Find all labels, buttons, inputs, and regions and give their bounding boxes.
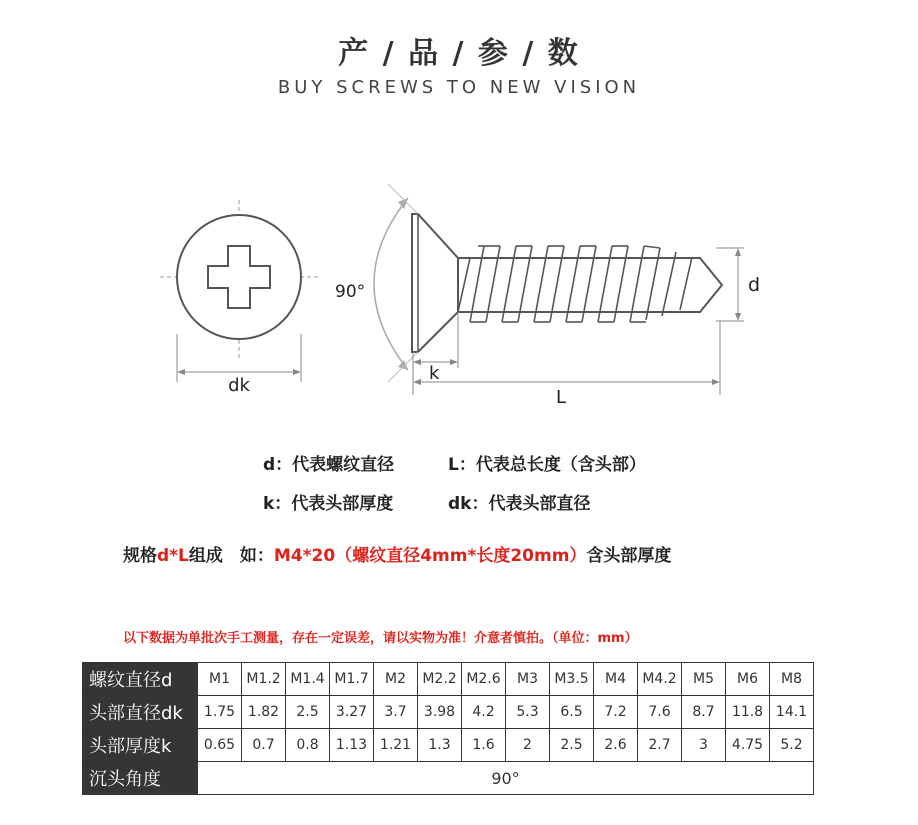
- table-cell: 1.75: [198, 696, 242, 729]
- table-cell: 0.65: [198, 729, 242, 762]
- table-cell: 6.5: [550, 696, 594, 729]
- spec-example: M4*20（螺纹直径4mm*长度20mm）: [273, 546, 587, 566]
- table-cell: M1: [198, 663, 242, 696]
- table-cell: 1.13: [330, 729, 374, 762]
- table-cell: M1.4: [286, 663, 330, 696]
- table-cell: M6: [726, 663, 770, 696]
- spec-suffix: 含头部厚度: [586, 546, 672, 566]
- table-cell: 7.2: [594, 696, 638, 729]
- table-cell: 3.27: [330, 696, 374, 729]
- table-cell: 4.75: [726, 729, 770, 762]
- row-header: 沉头角度: [83, 762, 198, 795]
- table-cell: M3.5: [550, 663, 594, 696]
- table-cell: 1.21: [374, 729, 418, 762]
- table-cell: 3.98: [418, 696, 462, 729]
- table-cell: 1.6: [462, 729, 506, 762]
- dk-label: dk: [228, 375, 250, 396]
- table-cell: M2.6: [462, 663, 506, 696]
- table-cell: M1.2: [242, 663, 286, 696]
- table-cell: 2.5: [550, 729, 594, 762]
- page-subtitle: BUY SCREWS TO NEW VISION: [277, 77, 641, 98]
- angle-label: 90°: [335, 282, 366, 302]
- legend-dk: dk：代表头部直径: [448, 494, 591, 514]
- screw-side-view: [335, 184, 760, 408]
- table-cell: 3: [682, 729, 726, 762]
- k-label: k: [429, 363, 440, 384]
- legend-d: d：代表螺纹直径: [263, 455, 395, 475]
- table-cell: M8: [770, 663, 814, 696]
- legend-k: k：代表头部厚度: [263, 494, 394, 514]
- table-cell: 8.7: [682, 696, 726, 729]
- table-cell: M4: [594, 663, 638, 696]
- table-cell: M5: [682, 663, 726, 696]
- table-row: [83, 663, 814, 696]
- L-label: L: [556, 387, 567, 408]
- measurement-note: 以下数据为单批次手工测量，存在一定误差，请以实物为准！介意者慎拍。（单位：mm）: [123, 631, 638, 646]
- table-cell: 5.3: [506, 696, 550, 729]
- table-cell: 11.8: [726, 696, 770, 729]
- row-header: 螺纹直径d: [83, 663, 198, 696]
- table-cell: 14.1: [770, 696, 814, 729]
- angle-value-cell: 90°: [198, 762, 814, 795]
- table-cell: M4.2: [638, 663, 682, 696]
- table-cell: 0.7: [242, 729, 286, 762]
- table-cell: 2.5: [286, 696, 330, 729]
- table-cell: 2: [506, 729, 550, 762]
- table-cell: 3.7: [374, 696, 418, 729]
- table-cell: M3: [506, 663, 550, 696]
- row-header: 头部厚度k: [83, 729, 198, 762]
- head-top-view: [160, 200, 318, 396]
- spec-formula: d*L: [157, 546, 189, 566]
- table-cell: 7.6: [638, 696, 682, 729]
- table-cell: M2.2: [418, 663, 462, 696]
- table-cell: 2.6: [594, 729, 638, 762]
- legend-L: L：代表总长度（含头部）: [448, 455, 646, 475]
- row-header: 头部直径dk: [83, 696, 198, 729]
- table-row: [83, 729, 814, 762]
- spec-line: [123, 541, 671, 566]
- table-row: [83, 696, 814, 729]
- table-row: [83, 762, 814, 795]
- spec-mid: 组成 如：: [188, 546, 274, 566]
- page-title: 产 / 品 / 参 / 数: [338, 36, 580, 71]
- table-cell: M1.7: [330, 663, 374, 696]
- table-cell: M2: [374, 663, 418, 696]
- table-cell: 2.7: [638, 729, 682, 762]
- spec-prefix: 规格: [123, 546, 157, 566]
- table-cell: 1.82: [242, 696, 286, 729]
- table-cell: 4.2: [462, 696, 506, 729]
- d-label: d: [748, 274, 761, 296]
- table-cell: 0.8: [286, 729, 330, 762]
- table-cell: 5.2: [770, 729, 814, 762]
- parameter-table: [82, 662, 814, 795]
- table-cell: 1.3: [418, 729, 462, 762]
